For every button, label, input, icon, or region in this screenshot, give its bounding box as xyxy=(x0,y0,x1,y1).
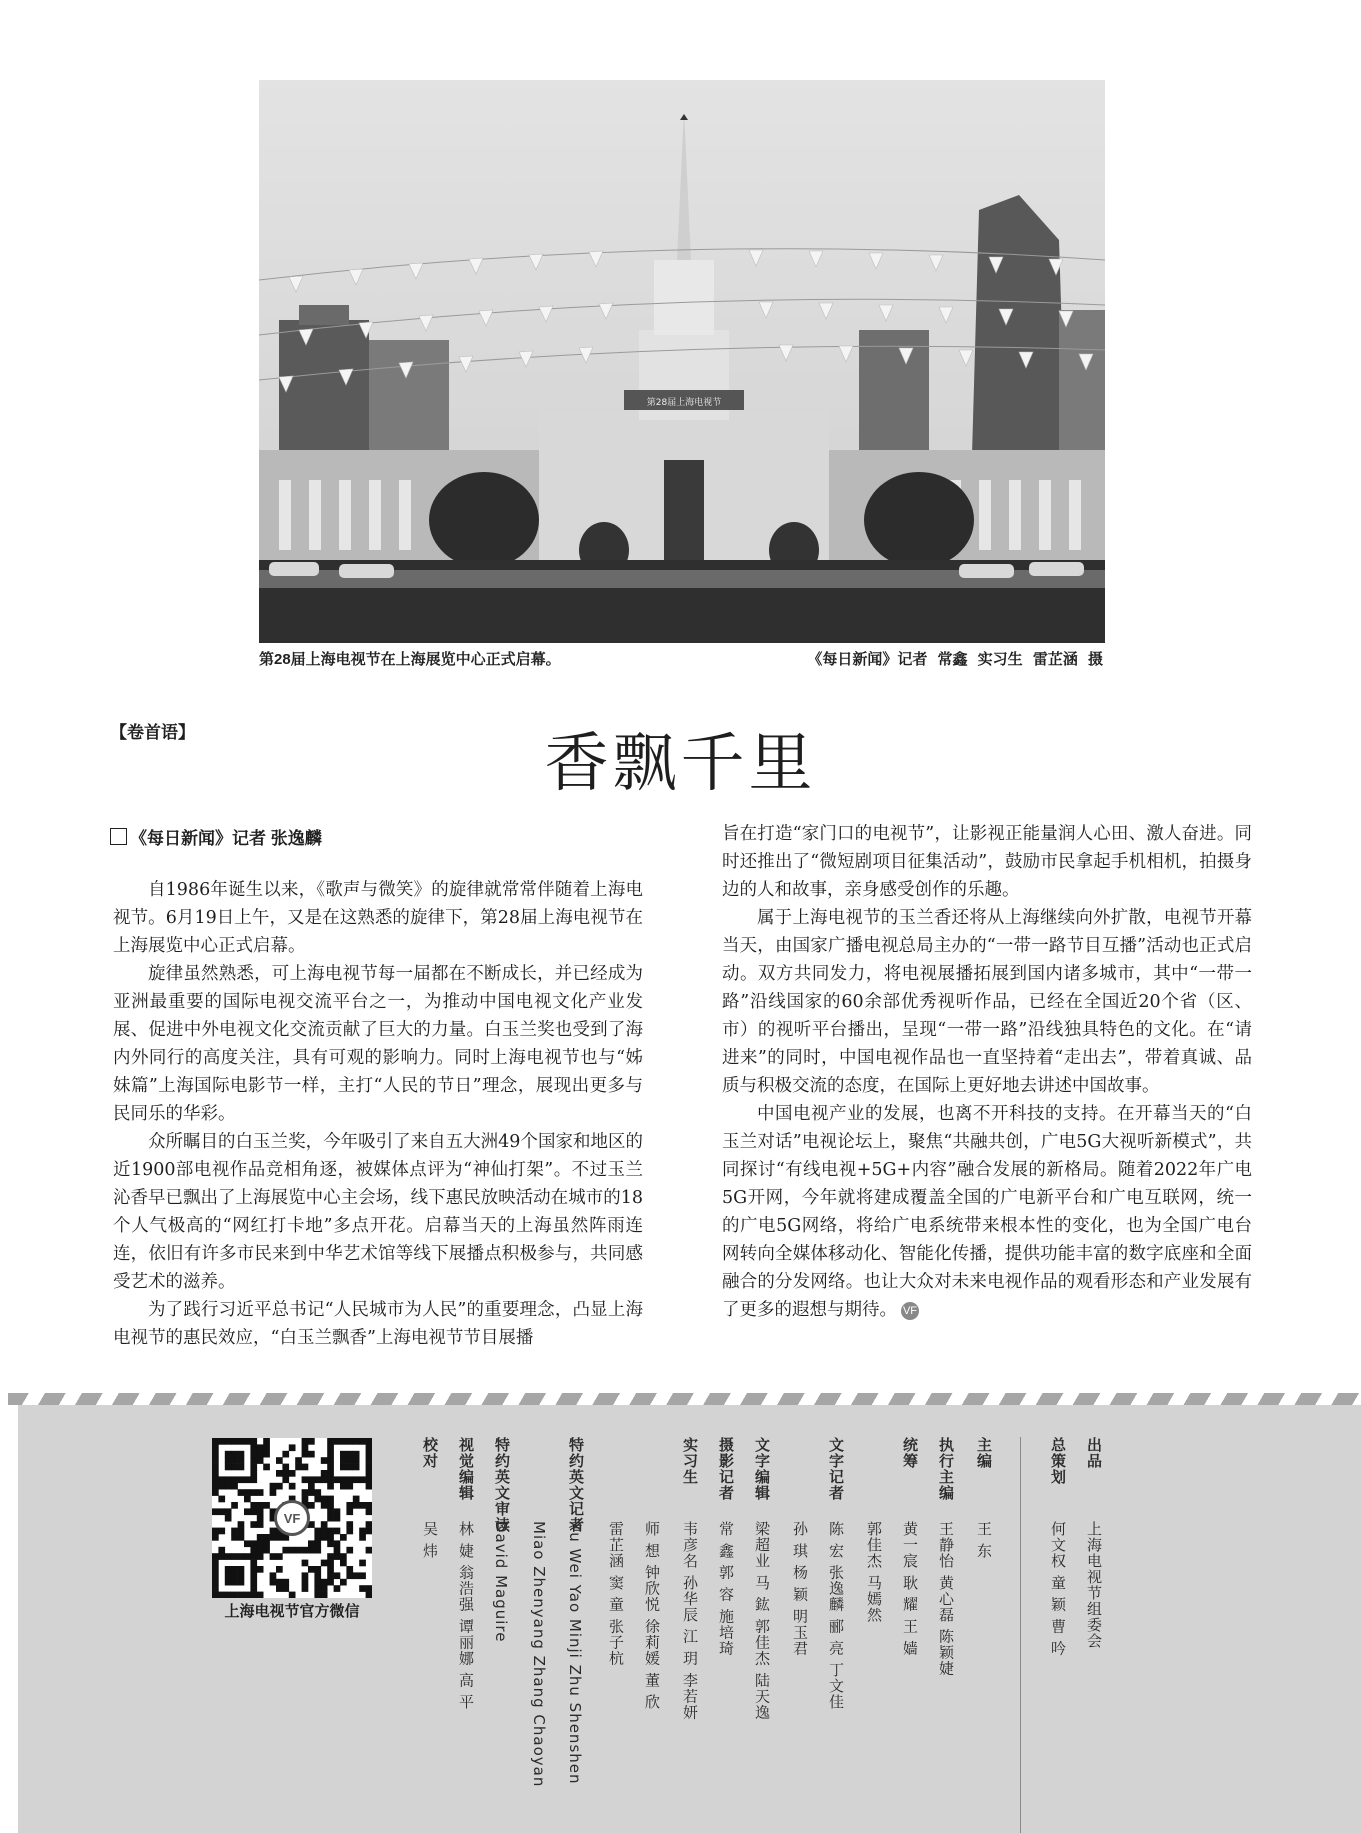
credit-names: David Maguire xyxy=(492,1521,510,1643)
credit-role: 出品 xyxy=(1085,1437,1103,1469)
paragraph: 旨在打造“家门口的电视节”，让影视正能量润人心田、激人奋进。同时还推出了“微短剧项目征集活动”，鼓励市民拿起手机相机，拍摄身边的人和故事，亲身感受创作的乐趣。 xyxy=(722,824,1252,900)
credit-names: 常 鑫 郭 容 施培琦 xyxy=(717,1521,735,1657)
credit-role: 校对 xyxy=(421,1437,439,1469)
credit-names: 吴 炜 xyxy=(421,1521,439,1559)
paragraph: 属于上海电视节的玉兰香还将从上海继续向外扩散，电视节开幕当天，由国家广播电视总局主办的“一带一路节目互播”活动也正式启动。双方共同发力，将电视展播拓展到国内诸多城市，其中“一带一路”沿线国家的60余部优秀视听作品，已经在全国近20个省（区、市）的视听平台播出，呈现“一带一路”沿线独具特色的文化。在“请进来”的同时，中国电视作品也一直坚持着“走出去”，带着真诚、品质与积极交流的态度，在国际上更好地去讲述中国故事。 xyxy=(722,908,1252,1096)
end-mark-icon: VF xyxy=(901,1302,919,1320)
paragraph xyxy=(722,1100,1252,1324)
photo-credit: 《每日新闻》记者 常鑫 实习生 雷芷涵 摄 xyxy=(807,651,1103,668)
byline xyxy=(110,824,322,849)
byline-box-icon xyxy=(110,828,127,845)
article-column-left xyxy=(113,876,643,1352)
credit-names: 王静怡 黄心磊 陈颖婕 xyxy=(937,1521,955,1677)
section-tag: 【卷首语】 xyxy=(110,723,195,742)
paragraph: 众所瞩目的白玉兰奖，今年吸引了来自五大洲49个国家和地区的近1900部电视作品竞相角逐，被媒体点评为“神仙打架”。不过玉兰沁香早已飘出了上海展览中心主会场，线下惠民放映活动在城市的18个人气极高的“网红打卡地”多点开花。启幕当天的上海虽然阵雨连连，依旧有许多市民来到中华艺术馆等线下展播点积极参与，共同感受艺术的滋养。 xyxy=(113,1132,643,1292)
credit-names: 孙 琪 杨 颖 明玉君 xyxy=(791,1521,809,1657)
paragraph: 旋律虽然熟悉，可上海电视节每一届都在不断成长，并已经成为亚洲最重要的国际电视交流平台之一，为推动中国电视文化产业发展、促进中外电视文化交流贡献了巨大的力量。白玉兰奖也受到了海内外同行的高度关注，具有可观的影响力。同时上海电视节也与“姊妹篇”上海国际电影节一样，主打“人民的节日”理念，展现出更多与民同乐的华彩。 xyxy=(113,964,643,1124)
credit-names: 梁超业 马 鈜 郭佳杰 陆天逸 xyxy=(753,1521,771,1721)
banner-text: 第28届上海电视节 xyxy=(646,398,722,408)
article-title: 香飘千里 xyxy=(544,727,817,801)
paragraph-text: 中国电视产业的发展，也离不开科技的支持。在开幕当天的“白玉兰对话”电视论坛上，聚焦“共融共创，广电5G大视听新模式”，共同探讨“有线电视+5G+内容”融合发展的新格局。随着2022年广电5G开网，今年就将建成覆盖全国的广电新平台和广电互联网，统一的广电5G网络，将给广电系统带来根本性的变化，也为全国广电台网转向全媒体移动化、智能化传播，提供功能丰富的数字底座和全面融合的分发网络。也让大众对未来电视作品的观看形态和产业发展有了更多的遐想与期待。 xyxy=(722,1104,1252,1320)
cover-photo xyxy=(259,80,1105,643)
credit-names: 黄一宸 耿 耀 王 嫱 xyxy=(901,1521,919,1657)
credit-names: 陈 宏 张逸麟 郦 亮 丁文佳 xyxy=(827,1521,845,1710)
credit-role: 执行主编 xyxy=(937,1437,955,1501)
credit-role: 特约英文审读 xyxy=(493,1437,511,1533)
credit-role: 特约英文记者 xyxy=(567,1437,585,1533)
credit-role: 视觉编辑 xyxy=(457,1437,475,1501)
credit-names: Miao Zhenyang Zhang Chaoyan xyxy=(530,1521,548,1788)
credit-names: 韦彦名 孙华辰 江 玥 李若妍 xyxy=(681,1521,699,1721)
credits-divider xyxy=(1020,1437,1021,1833)
credit-names: 雷芷涵 窦 童 张子杭 xyxy=(607,1521,625,1667)
credit-names: 郭佳杰 马嫣然 xyxy=(865,1521,883,1623)
credit-names: 上海电视节组委会 xyxy=(1085,1521,1103,1649)
photo-caption: 第28届上海电视节在上海展览中心正式启幕。 xyxy=(259,651,561,668)
credit-names: Xu Wei Yao Minji Zhu Shenshen xyxy=(566,1521,584,1785)
divider-stripe xyxy=(8,1393,1361,1405)
credit-role: 文字编辑 xyxy=(753,1437,771,1501)
credit-role: 总策划 xyxy=(1049,1437,1067,1485)
paragraph: 为了践行习近平总书记“人民城市为人民”的重要理念，凸显上海电视节的惠民效应，“白玉兰飘香”上海电视节节目展播 xyxy=(113,1300,643,1348)
credit-names: 师 想 钟欣悦 徐莉媛 董 欣 xyxy=(643,1521,661,1710)
credit-role: 主编 xyxy=(975,1437,993,1469)
qr-caption: 上海电视节官方微信 xyxy=(224,1603,360,1620)
vf-logo-icon: VF xyxy=(274,1500,310,1536)
credit-names: 林 婕 翁浩强 谭丽娜 高 平 xyxy=(457,1521,475,1710)
credit-role: 统筹 xyxy=(901,1437,919,1469)
article-column-right xyxy=(722,820,1252,1324)
credit-role: 文字记者 xyxy=(827,1437,845,1501)
paragraph: 自1986年诞生以来，《歌声与微笑》的旋律就常常伴随着上海电视节。6月19日上午，又是在这熟悉的旋律下，第28届上海电视节在上海展览中心正式启幕。 xyxy=(113,880,643,956)
byline-text: 《每日新闻》记者 张逸麟 xyxy=(130,829,322,848)
credit-names: 王 东 xyxy=(975,1521,993,1559)
credit-role: 实习生 xyxy=(681,1437,699,1485)
credit-names: 何文权 童 颖 曹 吟 xyxy=(1049,1521,1067,1657)
credit-role: 摄影记者 xyxy=(717,1437,735,1501)
qr-code[interactable] xyxy=(212,1438,372,1598)
